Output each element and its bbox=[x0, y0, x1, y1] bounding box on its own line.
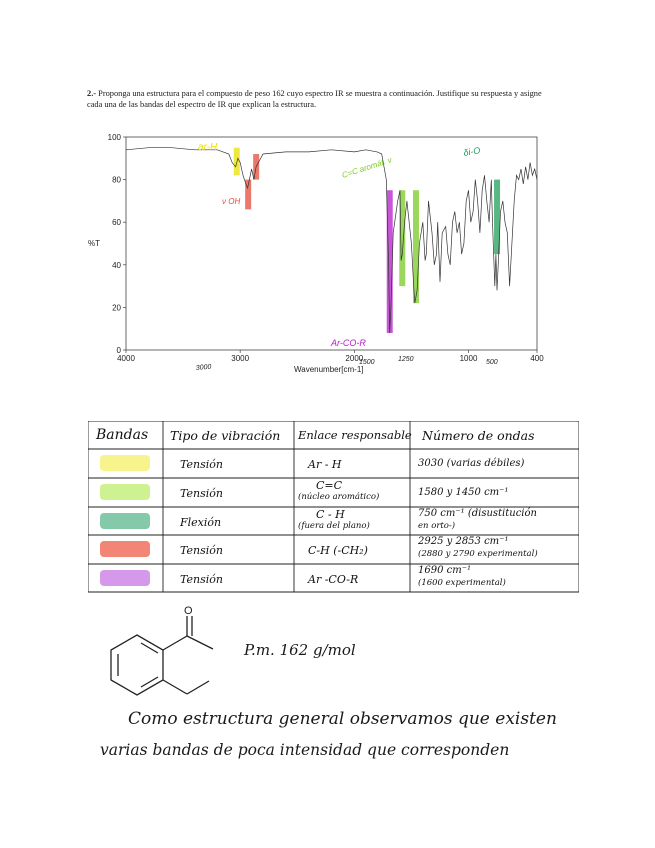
cell-numero: 3030 (varias débiles) bbox=[418, 458, 525, 469]
cell-enlace-detail: (fuera del plano) bbox=[298, 521, 370, 531]
cell-numero: 1580 y 1450 cm⁻¹ bbox=[418, 487, 509, 498]
molecular-weight: P.m. 162 g/mol bbox=[244, 641, 356, 659]
y-axis-label: %T bbox=[88, 239, 100, 248]
cell-tipo: Tensión bbox=[180, 573, 223, 586]
note-line-2: varias bandas de poca intensidad que corresponden bbox=[100, 741, 510, 759]
cell-numero-detail: (1600 experimental) bbox=[418, 578, 506, 588]
cell-numero-detail: (2880 y 2790 experimental) bbox=[418, 549, 538, 559]
oxygen-label: O bbox=[184, 605, 193, 617]
ir-spectrum-chart bbox=[0, 0, 655, 390]
annot-3000: 3000 bbox=[195, 363, 212, 372]
annot-500: 500 bbox=[486, 359, 498, 366]
cell-tipo: Tensión bbox=[180, 544, 223, 557]
cell-enlace-detail: (núcleo aromático) bbox=[298, 492, 380, 502]
x-tick-label: 2000 bbox=[345, 354, 364, 363]
header-numero: Número de ondas bbox=[422, 428, 535, 443]
cell-numero-detail: en orto-) bbox=[418, 521, 456, 531]
y-tick-label: 0 bbox=[116, 346, 121, 355]
cell-numero: 750 cm⁻¹ (disustitución bbox=[418, 508, 537, 519]
annot-1500: 1500 bbox=[359, 359, 375, 366]
question-number: 2.- bbox=[87, 89, 97, 98]
cell-tipo: Tensión bbox=[180, 487, 223, 500]
cell-tipo: Tensión bbox=[180, 458, 223, 471]
cell-numero: 1690 cm⁻¹ bbox=[418, 565, 471, 576]
band-color-swatch bbox=[100, 455, 150, 471]
table-grid bbox=[88, 421, 579, 593]
annot-ar-co-r: Ar-CO-R bbox=[331, 338, 366, 348]
cell-enlace: C-H (-CH₂) bbox=[308, 544, 368, 557]
molecule-structure bbox=[105, 605, 225, 705]
y-tick-label: 40 bbox=[112, 260, 121, 270]
band-color-swatch bbox=[100, 570, 150, 586]
ir-trace bbox=[126, 148, 537, 333]
x-tick-label: 4000 bbox=[117, 354, 135, 363]
x-tick-label: 1000 bbox=[459, 354, 478, 363]
annot-delta: δi-O bbox=[462, 145, 482, 158]
header-bandas: Bandas bbox=[96, 427, 149, 443]
question-body: Proponga una estructura para el compuesto de peso 162 cuyo espectro IR se muestra a continuación. Justifique su respuesta y asigne cada una de las bandas del espectro de IR que explican la estructura. bbox=[87, 89, 542, 109]
annot-1250: 1250 bbox=[398, 356, 414, 363]
band-color-swatch bbox=[100, 541, 150, 557]
annot-cc-aromatic: C=C aromát. ν bbox=[340, 155, 393, 180]
y-tick-label: 80 bbox=[112, 175, 121, 185]
x-tick-label: 3000 bbox=[231, 354, 250, 363]
cell-numero: 2925 y 2853 cm⁻¹ bbox=[418, 536, 509, 547]
cell-enlace: C - H bbox=[316, 508, 345, 521]
cell-enlace: Ar -CO-R bbox=[308, 573, 359, 586]
x-tick-label: 400 bbox=[530, 354, 544, 363]
band-color-swatch bbox=[100, 513, 150, 529]
y-tick-label: 60 bbox=[112, 218, 121, 228]
annot-ar-h: ar-H bbox=[198, 142, 218, 153]
band-color-swatch bbox=[100, 484, 150, 500]
note-line-1: Como estructura general observamos que existen bbox=[128, 709, 557, 729]
annot-v-oh: ν OH bbox=[222, 197, 241, 206]
y-tick-label: 20 bbox=[112, 303, 121, 313]
highlight-co bbox=[387, 190, 393, 333]
cell-enlace: C=C bbox=[316, 479, 343, 492]
cell-enlace: Ar - H bbox=[308, 458, 342, 471]
cell-tipo: Flexión bbox=[180, 516, 222, 529]
header-enlace: Enlace responsable bbox=[298, 428, 412, 442]
band-assignment-table bbox=[88, 421, 579, 593]
header-tipo: Tipo de vibración bbox=[170, 428, 281, 443]
y-tick-label: 100 bbox=[107, 133, 121, 142]
x-axis-label: Wavenumber[cm-1] bbox=[294, 365, 364, 374]
plot-frame bbox=[126, 137, 537, 350]
